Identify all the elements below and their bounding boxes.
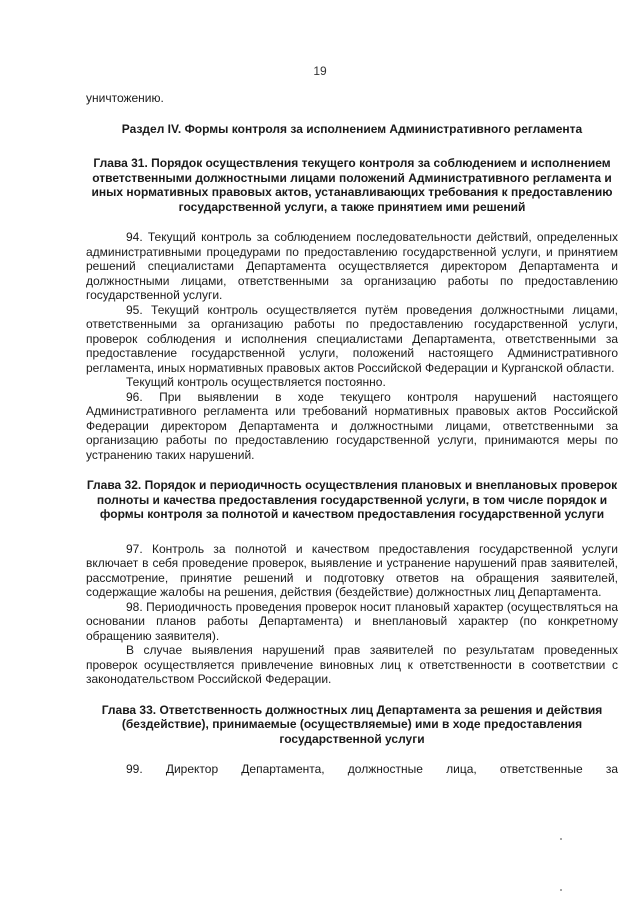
paragraph-97: 97. Контроль за полнотой и качеством предоставления государственной услуги включает в себя проведение проверок, выявление и устранение нарушений прав заявителей, рассмотрение, принятие решений и подготовку ответов на обращения заявителей, содержащие жалобы на решения, действия (бездействие) должностных лиц Департамента. — [86, 541, 618, 599]
chapter-32-title: Глава 32. Порядок и периодичность осуществления плановых и внеплановых проверок полноты и качества предоставления государственной услуги, в том числе порядок и формы контроля за полнотой и качеством предоставления государственной услуги — [86, 478, 618, 521]
intro-line: уничтожению. — [86, 91, 164, 105]
paragraph-violations: В случае выявления нарушений прав заявителей по результатам проведенных проверок осуществляется привлечение виновных лиц к ответственности в соответствии с законодательством Российской Федерации. — [86, 643, 618, 686]
section-title: Раздел IV. Формы контроля за исполнением Административного регламента — [121, 121, 583, 136]
paragraph-continuous-control: Текущий контроль осуществляется постоянно. — [126, 375, 386, 389]
scan-speck — [560, 838, 562, 840]
page-number: 19 — [313, 64, 327, 78]
paragraph-94: 94. Текущий контроль за соблюдением последовательности действий, определенных административными процедурами по предоставлению государственной услуги, и принятием решений специалистами Департамента осуществляется директором Департамента и должностными лицами, ответственными за организацию работы по предоставлению государственной услуги. — [86, 230, 618, 302]
paragraph-96: 96. При выявлении в ходе текущего контроля нарушений настоящего Административного регламента или требований нормативных правовых актов Российской Федерации директором Департамента и должностными лицами, ответственными за организацию работы по предоставлению государственной услуги, принимаются меры по устранению таких нарушений. — [86, 389, 618, 462]
scan-speck — [560, 889, 562, 891]
paragraph-99: 99. Директор Департамента, должностные лица, ответственные за — [126, 762, 618, 776]
chapter-31-title: Глава 31. Порядок осуществления текущего контроля за соблюдением и исполнением ответственными должностными лицами положений Административного регламента и иных нормативных правовых актов, устанавливающих требования к предоставлению государственной услуги, а также принятием ими решений — [91, 156, 613, 214]
paragraph-95: 95. Текущий контроль осуществляется путём проведения должностными лицами, ответственными за организацию работы по предоставлению государственной услуги, проверок соблюдения и исполнения специалистами Департамента, ответственными за предоставление государственной услуги, положений настоящего Административного регламента, иных нормативных правовых актов Российской Федерации и Курганской области. — [86, 302, 618, 375]
page-content — [86, 91, 618, 777]
chapter-33-title: Глава 33. Ответственность должностных лиц Департамента за решения и действия (бездействие), принимаемые (осуществляемые) ими в ходе предоставления государственной услуги — [101, 702, 603, 746]
paragraph-98: 98. Периодичность проведения проверок носит плановый характер (осуществляться на основании планов работы Департамента) и внеплановый характер (по конкретному обращению заявителя). — [86, 599, 618, 643]
